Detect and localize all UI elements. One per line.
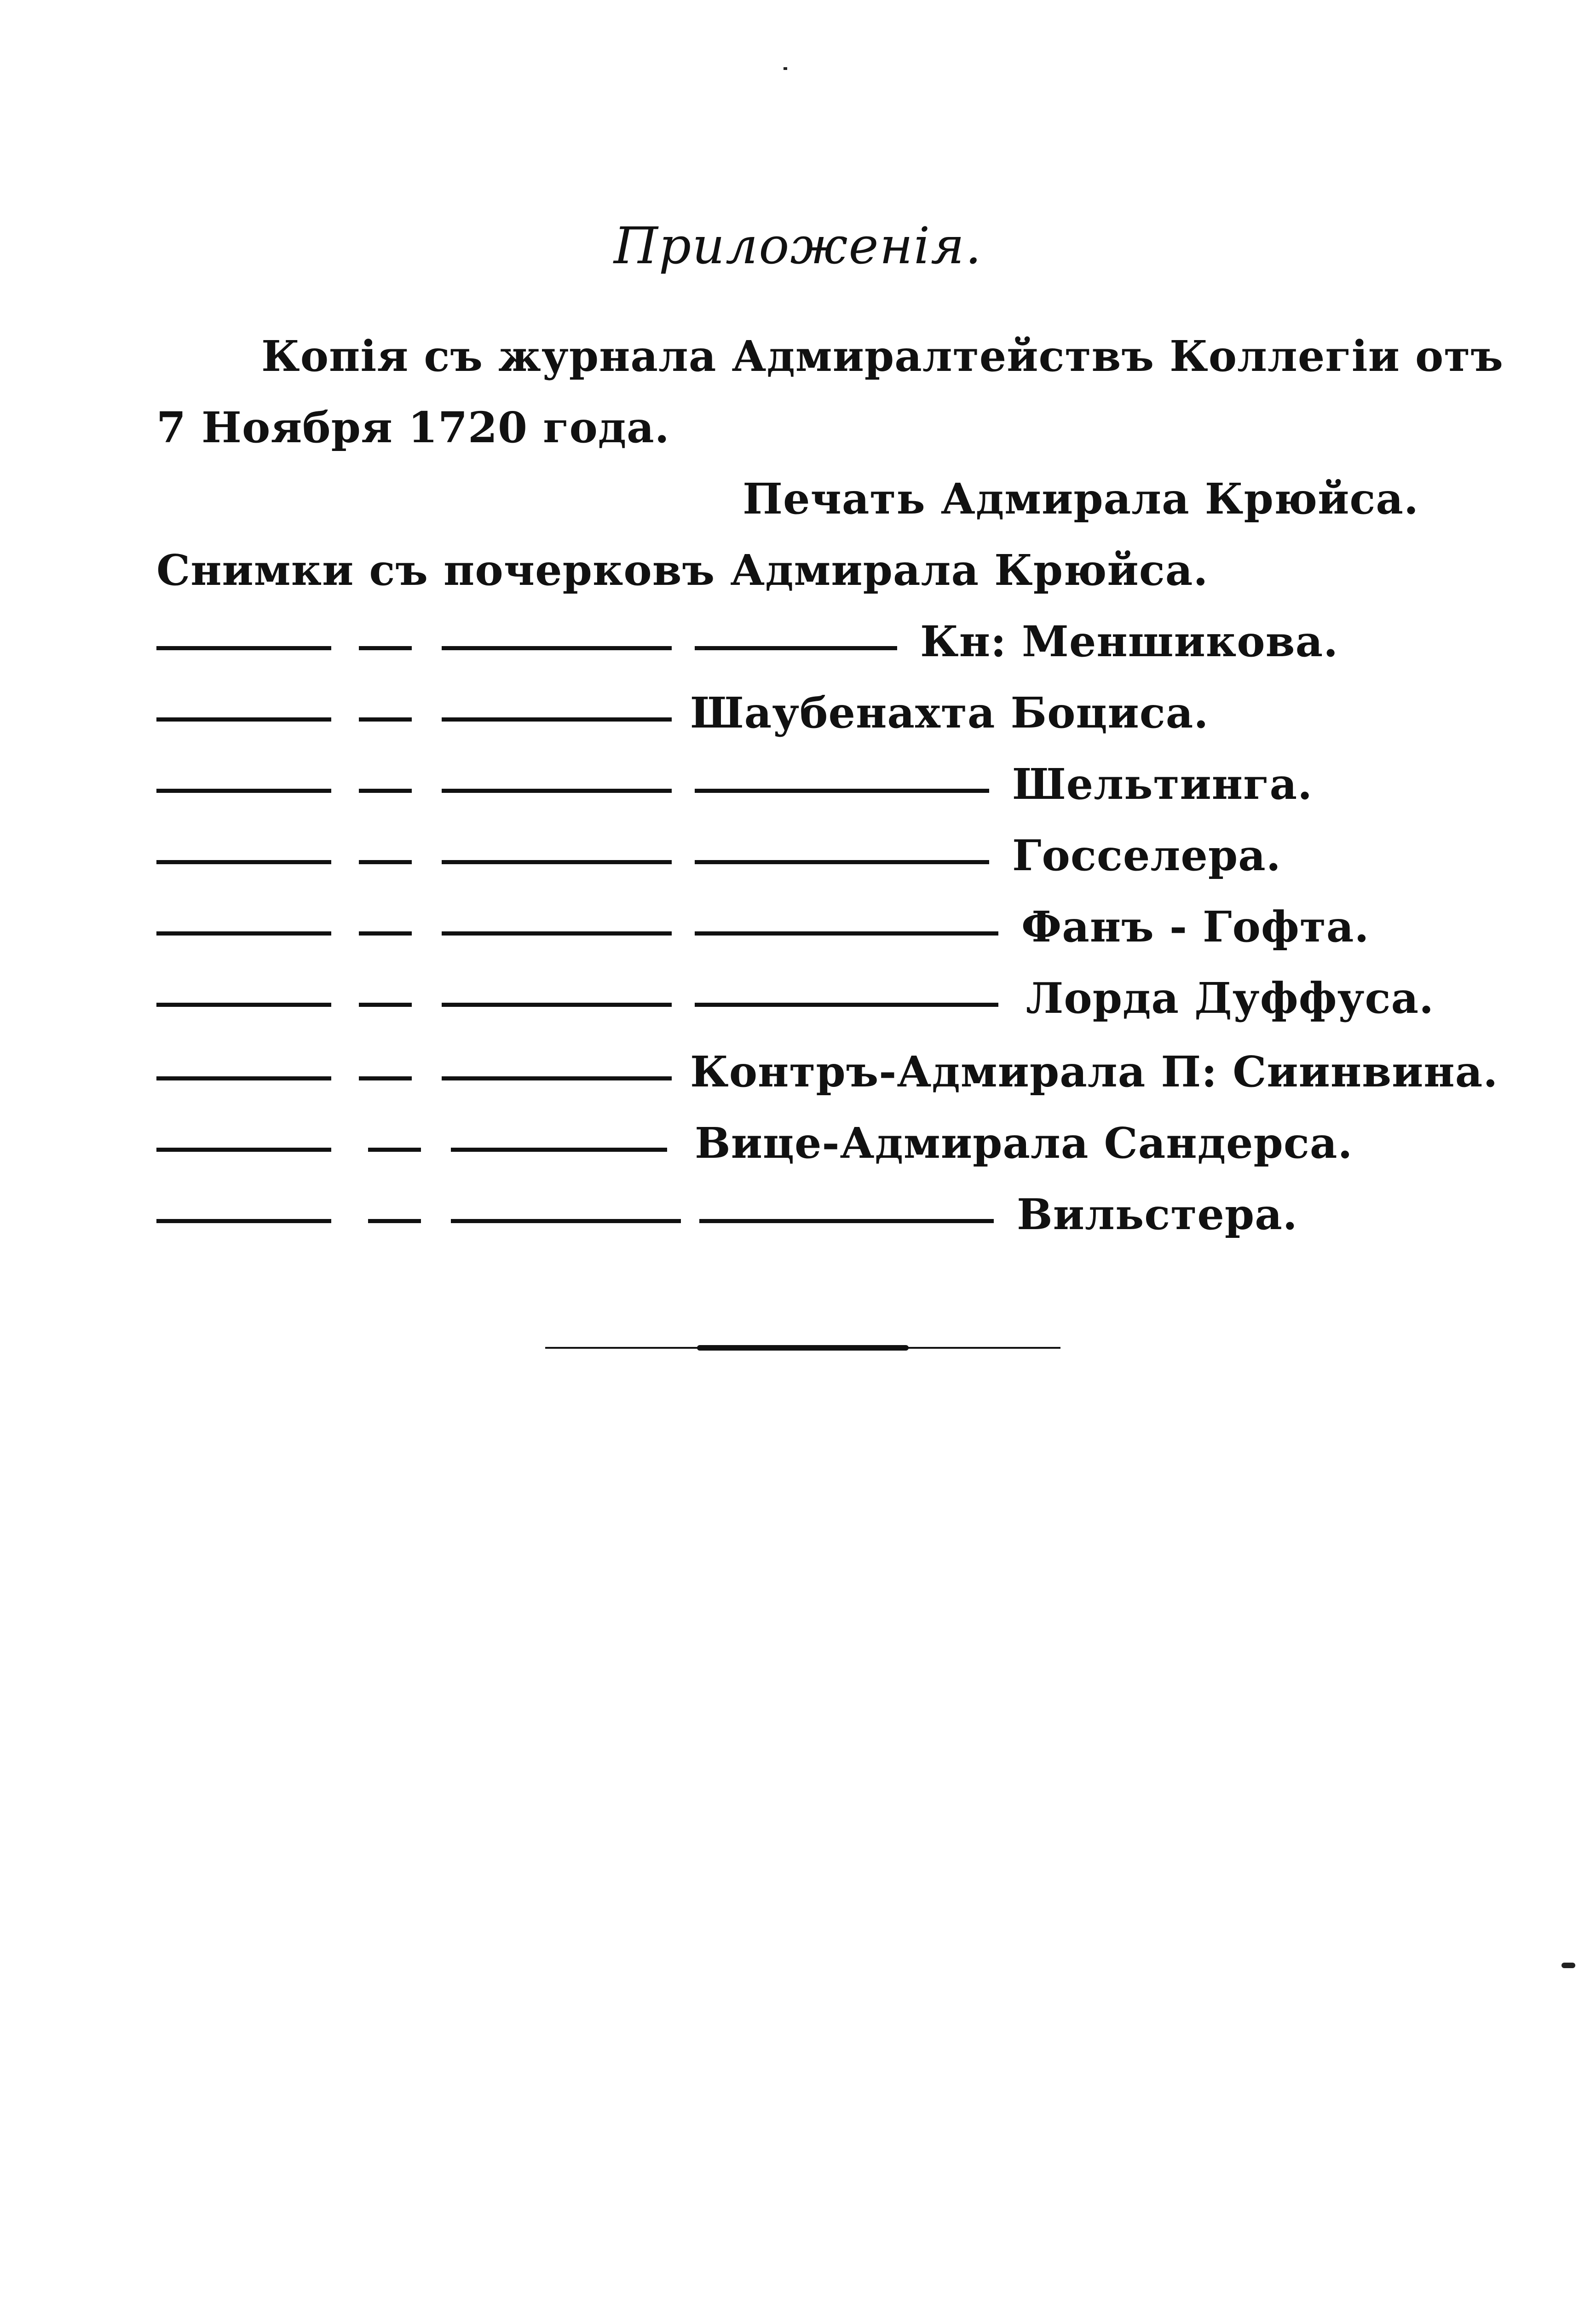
entry-name: Кн: Меншикова. <box>920 617 1339 666</box>
ditto-dash <box>442 1076 672 1080</box>
entry-row <box>156 1118 1458 1173</box>
copies-heading: Снимки съ почерковъ Адмирала Крюйса. <box>156 545 1209 595</box>
ditto-dash <box>695 931 998 936</box>
ink-speck <box>784 67 787 70</box>
ditto-dash <box>359 646 412 650</box>
ink-speck <box>1561 1963 1575 1968</box>
ditto-dash <box>359 717 412 722</box>
entry-row <box>156 1047 1498 1102</box>
intro-line-2: 7 Ноября 1720 года. <box>156 403 670 452</box>
ditto-dash <box>695 1003 998 1007</box>
ditto-dash <box>156 646 331 650</box>
entry-row <box>156 831 1458 886</box>
entry-name: Госселера. <box>1012 831 1281 880</box>
ditto-dash <box>699 1219 994 1223</box>
entry-row <box>156 1190 1458 1245</box>
entry-row <box>156 973 1458 1028</box>
ditto-dash <box>359 860 412 864</box>
entry-name: Шаубенахта Боциса. <box>690 688 1209 738</box>
ditto-dash <box>442 931 672 936</box>
ditto-dash <box>156 931 331 936</box>
entry-name: Вице-Адмирала Сандерса. <box>695 1118 1353 1168</box>
seal-caption: Печать Адмирала Крюйса. <box>743 474 1419 524</box>
rule-swell <box>697 1345 909 1351</box>
entry-row <box>156 759 1458 814</box>
entry-row <box>156 688 1458 743</box>
ditto-dash <box>156 717 331 722</box>
ditto-dash <box>442 860 672 864</box>
ditto-dash <box>156 860 331 864</box>
page-title: Приложенія. <box>613 216 983 275</box>
ditto-dash <box>156 1003 331 1007</box>
section-end-rule <box>545 1345 1060 1351</box>
ditto-dash <box>359 1003 412 1007</box>
ditto-dash <box>695 789 989 793</box>
entry-row <box>156 617 1458 672</box>
entry-row <box>156 902 1458 957</box>
ditto-dash <box>368 1148 421 1152</box>
ditto-dash <box>156 1076 331 1080</box>
ditto-dash <box>156 1148 331 1152</box>
ditto-dash <box>451 1148 667 1152</box>
ditto-dash <box>368 1219 421 1223</box>
ditto-dash <box>359 1076 412 1080</box>
ditto-dash <box>695 646 897 650</box>
entry-name: Шельтинга. <box>1012 759 1313 809</box>
ditto-dash <box>442 789 672 793</box>
intro-line-1: Копія съ журнала Адмиралтействъ Коллегіи отъ <box>261 331 1504 381</box>
entry-name: Вильстера. <box>1017 1190 1298 1239</box>
ditto-dash <box>359 789 412 793</box>
entry-name: Лорда Дуффуса. <box>1026 973 1435 1023</box>
ditto-dash <box>695 860 989 864</box>
ditto-dash <box>451 1219 681 1223</box>
entry-name: Контръ-Адмирала П: Сиинвина. <box>690 1047 1498 1097</box>
ditto-dash <box>156 789 331 793</box>
ditto-dash <box>156 1219 331 1223</box>
ditto-dash <box>442 1003 672 1007</box>
ditto-dash <box>442 717 672 722</box>
entry-name: Фанъ - Гофта. <box>1021 902 1370 952</box>
ditto-dash <box>442 646 672 650</box>
ditto-dash <box>359 931 412 936</box>
